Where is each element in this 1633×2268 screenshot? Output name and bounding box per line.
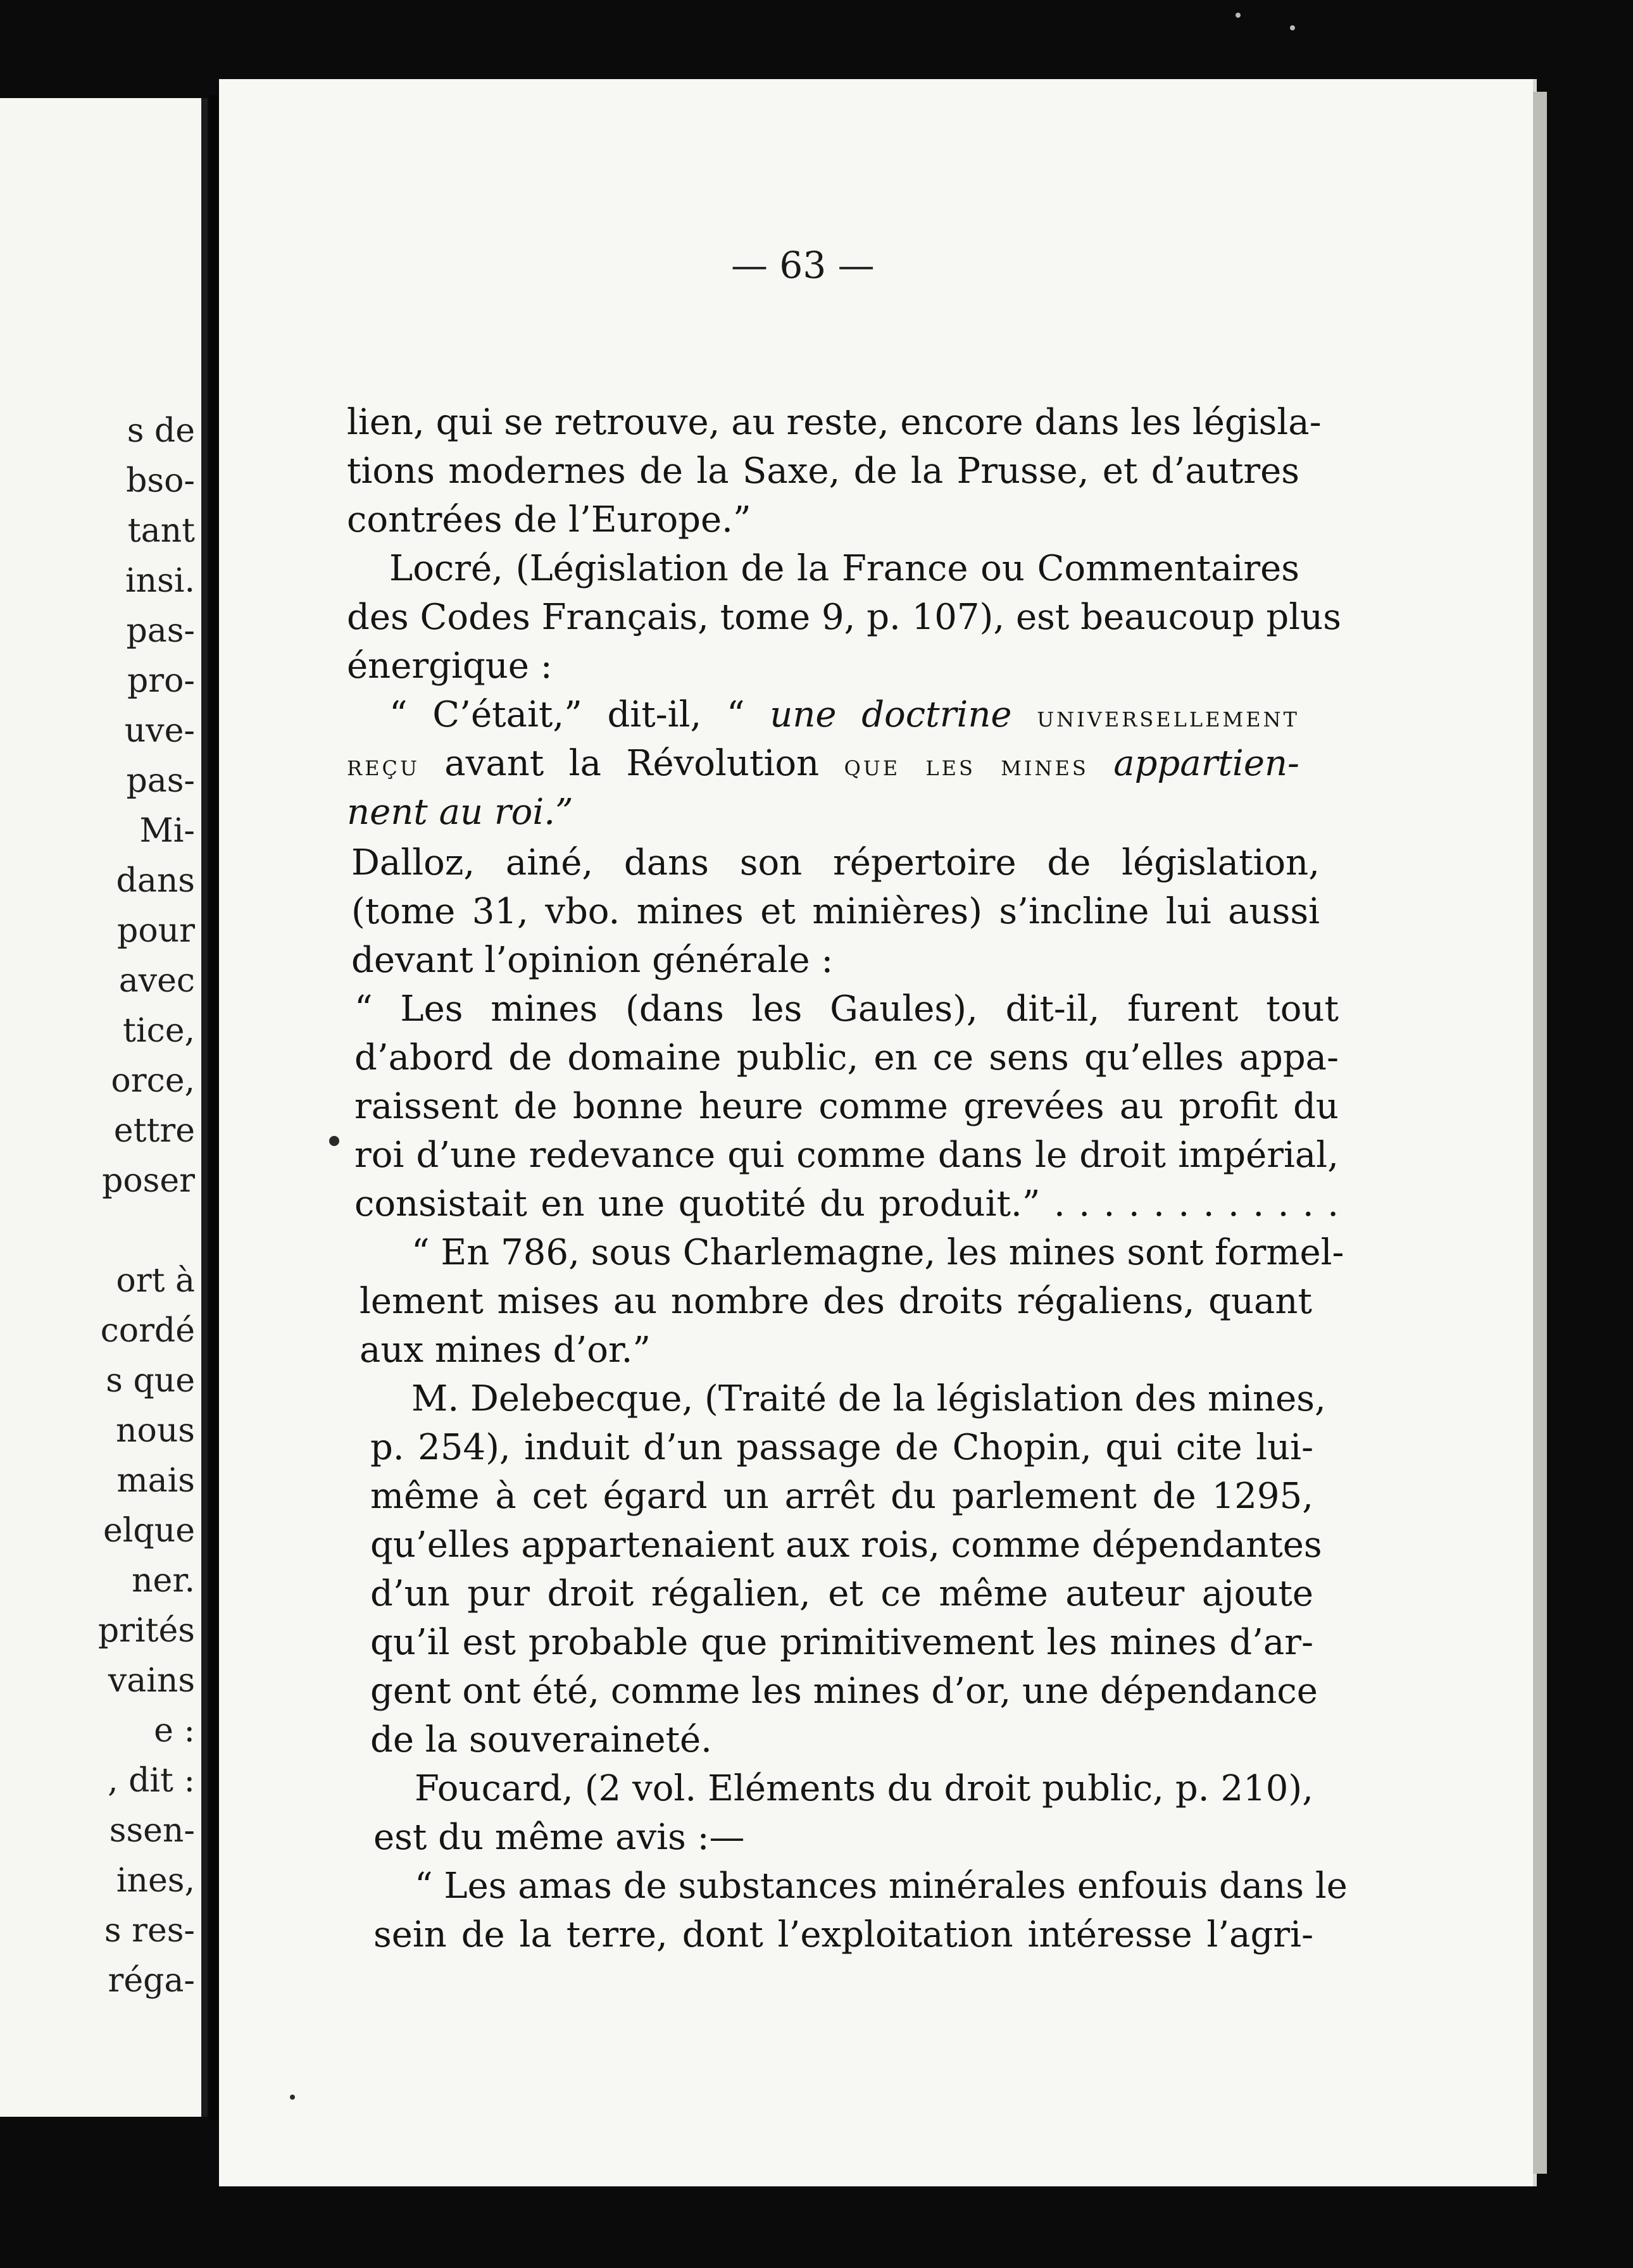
text-line: Dalloz, ainé, dans son répertoire de législation,	[351, 842, 1320, 883]
text-line: gent ont été, comme les mines d’or, une dépendance	[370, 1671, 1318, 1712]
text-line: “ Les mines (dans les Gaules), dit-il, furent tout	[354, 988, 1339, 1030]
text-line: aux mines d’or.”	[360, 1330, 651, 1371]
text-line: tions modernes de la Saxe, de la Prusse, et d’autres	[347, 451, 1299, 492]
small-caps-phrase: universellement	[1037, 699, 1299, 733]
left-page-line: pour	[117, 912, 195, 950]
italic-phrase: appartien-	[1113, 743, 1299, 784]
left-page-line: prités	[97, 1612, 195, 1650]
left-page-line: pas-	[126, 612, 195, 650]
left-page-line: tice,	[123, 1012, 195, 1050]
quote-open: “ C’était,” dit-il, “	[389, 694, 745, 735]
small-caps-word: reçu	[347, 748, 420, 782]
left-page-line: s res-	[104, 1912, 195, 1950]
left-page-line: cordé	[100, 1312, 195, 1350]
text-line	[389, 694, 1299, 735]
ink-speck	[290, 2095, 295, 2100]
ink-speck	[1290, 25, 1295, 30]
text-line: Foucard, (2 vol. Eléments du droit public, p. 210),	[415, 1768, 1313, 1809]
text-line: sein de la terre, dont l’exploitation intéresse l’agri-	[373, 1914, 1313, 1955]
left-page-line: ort à	[116, 1262, 195, 1300]
left-page-line: pro-	[127, 662, 195, 700]
left-page-line: uve-	[124, 712, 195, 750]
text-line: consistait en une quotité du produit.” . . . . . . . . . . . .	[354, 1183, 1339, 1224]
ink-speck	[1236, 13, 1241, 18]
italic-phrase: une doctrine	[770, 694, 1012, 735]
left-page-line: ner.	[132, 1562, 195, 1600]
text-line: “ Les amas de substances minérales enfouis dans le	[415, 1866, 1348, 1907]
left-page-line: vains	[108, 1662, 195, 1700]
text-line: roi d’une redevance qui comme dans le droit impérial,	[354, 1135, 1339, 1176]
text-span: avant la Révolution	[444, 743, 820, 784]
left-page-line: ssen-	[109, 1812, 195, 1850]
text-line: lement mises au nombre des droits régaliens, quant	[360, 1281, 1312, 1322]
left-page-line: nous	[116, 1412, 195, 1450]
text-line: d’abord de domaine public, en ce sens qu’elles appa-	[354, 1037, 1339, 1078]
text-line: lien, qui se retrouve, au reste, encore dans les législa-	[347, 402, 1322, 443]
left-page-line: orce,	[111, 1062, 195, 1100]
left-page-line: s que	[106, 1362, 195, 1400]
text-line: Locré, (Législation de la France ou Commentaires	[389, 548, 1299, 589]
left-page-line: , dit :	[108, 1762, 195, 1800]
left-page	[0, 98, 208, 2117]
text-line: M. Delebecque, (Traité de la législation des mines,	[411, 1378, 1326, 1419]
text-line: des Codes Français, tome 9, p. 107), est beaucoup plus	[347, 597, 1341, 638]
left-page-line: tant	[127, 512, 195, 550]
page-number: — 63 —	[731, 244, 875, 287]
left-page-line: bso-	[126, 462, 195, 500]
text-line: devant l’opinion générale :	[351, 940, 834, 981]
text-line: nent au roi.”	[347, 792, 573, 833]
text-line: “ En 786, sous Charlemagne, les mines sont formel-	[411, 1232, 1344, 1273]
text-line: de la souveraineté.	[370, 1719, 712, 1760]
left-page-line: pas-	[126, 762, 195, 800]
left-page-line: ines,	[116, 1862, 195, 1900]
left-page-line: e :	[154, 1712, 195, 1750]
left-page-line: elque	[103, 1512, 195, 1550]
left-page-line: poser	[102, 1162, 195, 1200]
small-caps-phrase: que les mines	[844, 748, 1089, 782]
text-line: raissent de bonne heure comme grevées au profit du	[354, 1086, 1339, 1127]
text-line: d’un pur droit régalien, et ce même auteur ajoute	[370, 1573, 1313, 1614]
ink-speck	[329, 1136, 339, 1146]
left-page-line: réga-	[108, 1962, 195, 2000]
text-line: énergique :	[347, 645, 553, 687]
book-gutter	[209, 95, 219, 2120]
text-line: qu’il est probable que primitivement les mines d’ar-	[370, 1622, 1313, 1663]
left-page-line: Mi-	[139, 812, 195, 850]
left-page-line: mais	[116, 1462, 195, 1500]
text-line: (tome 31, vbo. mines et minières) s’incline lui aussi	[351, 891, 1320, 932]
text-line: même à cet égard un arrêt du parlement de 1295,	[370, 1476, 1313, 1517]
left-page-line: dans	[116, 862, 195, 900]
left-page-line: ettre	[113, 1112, 195, 1150]
text-line: qu’elles appartenaient aux rois, comme dépendantes	[370, 1524, 1322, 1566]
left-page-line: avec	[118, 962, 195, 1000]
text-line: contrées de l’Europe.”	[347, 499, 751, 540]
text-line	[347, 743, 1299, 784]
left-page-line: insi.	[125, 562, 195, 600]
left-page-line: s de	[127, 412, 195, 450]
text-line: p. 254), induit d’un passage de Chopin, qui cite lui-	[370, 1427, 1313, 1468]
text-line: est du même avis :—	[373, 1817, 745, 1858]
